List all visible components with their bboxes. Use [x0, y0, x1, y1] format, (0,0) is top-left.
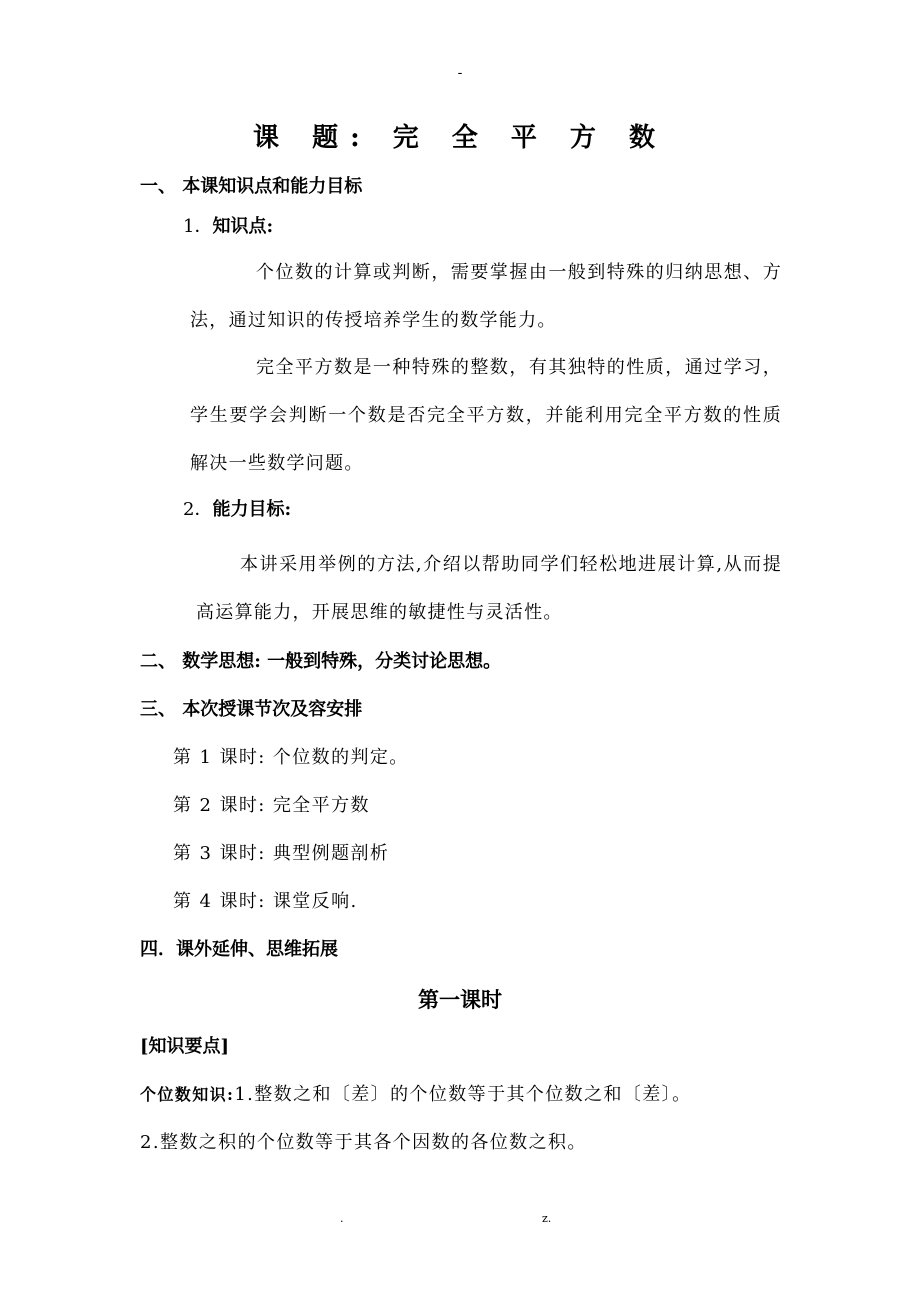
subsection-2-heading	[183, 497, 291, 523]
ability-paragraph: 本讲采用举例的方法,介绍以帮助同学们轻松地进展计算,从而提高运算能力，开展思维的敏捷性与灵活性。	[196, 554, 782, 623]
lesson-schedule-item: 第 1 课时: 个位数的判定。	[173, 747, 409, 768]
section-3-heading: 三、 本次授课节次及容安排	[140, 699, 363, 720]
subsection-1-heading	[183, 214, 273, 240]
section-2-heading: 二、 数学思想: 一般到特殊，分类讨论思想。	[140, 651, 502, 672]
knowledge-paragraph-1: 个位数的计算或判断，需要掌握由一般到特殊的归纳思想、方法，通过知识的传授培养学生的数学能力。	[190, 262, 782, 331]
section-1-heading: 一、 本课知识点和能力目标	[140, 176, 363, 197]
section-4-heading: 四．课外延伸、思维拓展	[140, 939, 338, 960]
header-mark: -	[457, 65, 463, 81]
rule-1-text: 1.整数之和〔差〕的个位数等于其个位数之和〔差〕。	[234, 1084, 692, 1105]
subsection-2-label: 能力目标:	[212, 499, 292, 520]
lesson-schedule-item: 第 4 课时: 课堂反响.	[173, 891, 358, 912]
lesson-one-title: 第一课时	[418, 987, 502, 1012]
digit-knowledge-label: 个位数知识:	[140, 1085, 235, 1104]
lesson-schedule-item: 第 2 课时: 完全平方数	[173, 795, 370, 816]
digit-knowledge-rule-2: 2.整数之积的个位数等于其各个因数的各位数之积。	[140, 1132, 587, 1153]
footer-left-mark: .	[340, 1212, 344, 1225]
footer-right-mark: z.	[542, 1212, 552, 1225]
digit-knowledge-rule-1	[140, 1082, 691, 1108]
subsection-1-label: 知识点:	[212, 216, 274, 237]
knowledge-points-label: [知识要点]	[140, 1036, 230, 1057]
document-title: 课 题: 完 全 平 方 数	[253, 123, 667, 153]
lesson-schedule-item: 第 3 课时: 典型例题剖析	[173, 843, 390, 864]
subsection-2-number: 2．	[183, 499, 213, 520]
knowledge-paragraph-2: 完全平方数是一种特殊的整数，有其独特的性质，通过学习，学生要学会判断一个数是否完全平方数，并能利用完全平方数的性质解决一些数学问题。	[190, 357, 782, 474]
subsection-1-number: 1．	[183, 216, 213, 237]
